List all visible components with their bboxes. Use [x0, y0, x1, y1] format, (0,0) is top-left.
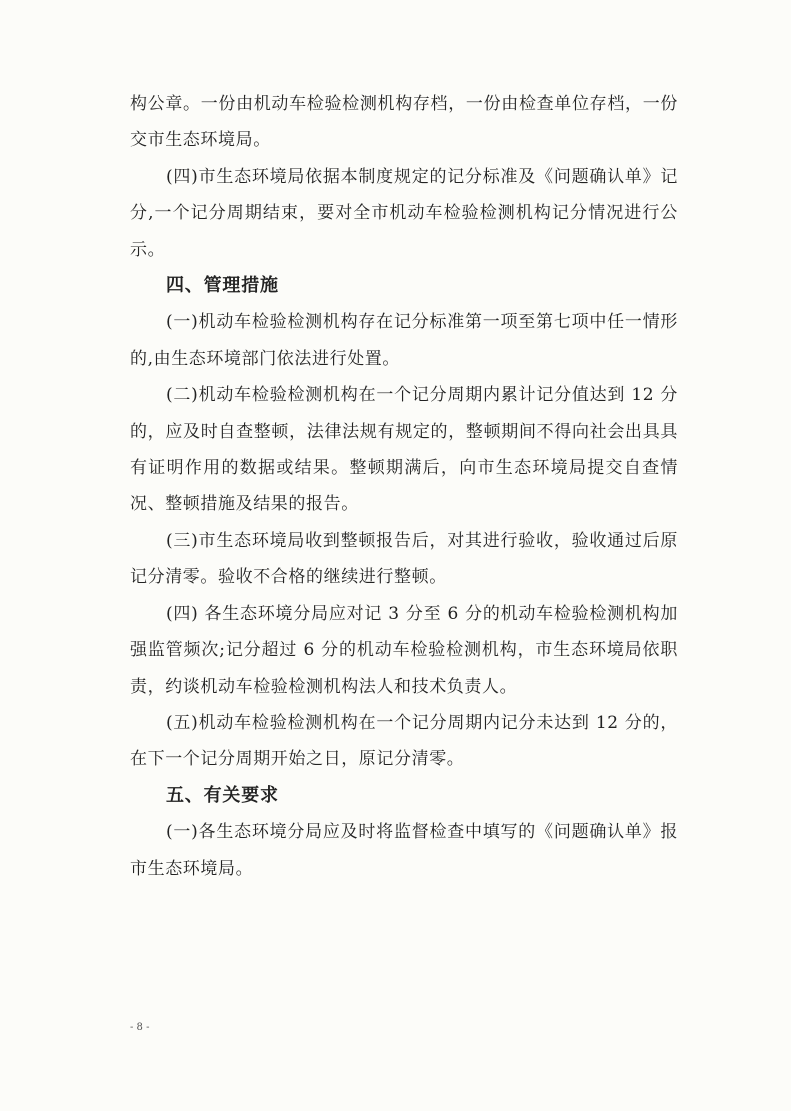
paragraph-3-4: (四)市生态环境局依据本制度规定的记分标准及《问题确认单》记分,一个记分周期结束，要对全市机动车检验检测机构记分情况进行公示。: [130, 166, 678, 260]
paragraph-4-3: (三)市生态环境局收到整顿报告后，对其进行验收，验收通过后原记分清零。验收不合格的继续进行整顿。: [130, 530, 678, 588]
paragraph-4-2: (二)机动车检验检测机构在一个记分周期内累计记分值达到 12 分的，应及时自查整顿，法律法规有规定的，整顿期间不得向社会出具具有证明作用的数据或结果。整顿期满后，向市生态环境局提交自查情况、整顿措施及结果的报告。: [130, 385, 678, 515]
section-heading-4: 四、管理措施: [166, 275, 279, 297]
paragraph-continuation: 构公章。一份由机动车检验检测机构存档，一份由检查单位存档，一份交市生态环境局。: [130, 94, 678, 151]
document-body: [130, 86, 678, 887]
section-heading-5: 五、有关要求: [166, 784, 279, 806]
paragraph-5-1: (一)各生态环境分局应及时将监督检查中填写的《问题确认单》报市生态环境局。: [130, 822, 678, 879]
paragraph-4-4: (四) 各生态环境分局应对记 3 分至 6 分的机动车检验检测机构加强监管频次;记分超过 6 分的机动车检验检测机构，市生态环境局依职责，约谈机动车检验检测机构法人和技术负责人。: [130, 603, 678, 697]
paragraph-4-5: (五)机动车检验检测机构在一个记分周期内记分未达到 12 分的，在下一个记分周期开始之日，原记分清零。: [130, 712, 678, 770]
paragraph-4-1: (一)机动车检验检测机构存在记分标准第一项至第七项中任一情形的,由生态环境部门依法进行处置。: [130, 312, 678, 369]
page-number: - 8 -: [130, 1022, 150, 1033]
